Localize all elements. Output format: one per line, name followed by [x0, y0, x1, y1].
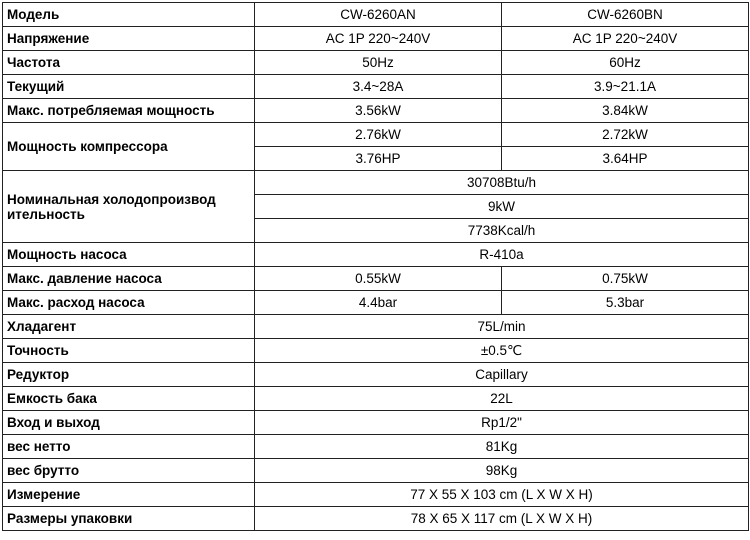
table-row-model	[3, 3, 749, 27]
cell-max-power-a: 3.56kW	[255, 99, 502, 123]
row-label: Мощность компрессора	[3, 123, 255, 171]
table-row-tank-capacity	[3, 387, 749, 411]
cell-dimension: 77 X 55 X 103 cm (L X W X H)	[255, 483, 749, 507]
row-label: Макс. расход насоса	[3, 291, 255, 315]
cell-compressor-b1: 2.72kW	[502, 123, 749, 147]
cell-compressor-a1: 2.76kW	[255, 123, 502, 147]
table-row-compressor-power-1	[3, 123, 749, 147]
table-row-package-dimension	[3, 507, 749, 531]
table-row-dimension	[3, 483, 749, 507]
table-row-pump-power	[3, 243, 749, 267]
cell-tank-capacity: 22L	[255, 387, 749, 411]
row-label: Номинальная холодопроизвод ительность	[3, 171, 255, 243]
cell-inlet-outlet: Rp1/2"	[255, 411, 749, 435]
cell-net-weight: 81Kg	[255, 435, 749, 459]
row-label: вес нетто	[3, 435, 255, 459]
cell-pump-pressure-b: 0.75kW	[502, 267, 749, 291]
cell-frequency-a: 50Hz	[255, 51, 502, 75]
table-row-max-power	[3, 99, 749, 123]
table-row-refrigerant	[3, 315, 749, 339]
cell-current-b: 3.9~21.1A	[502, 75, 749, 99]
table-row-pump-max-pressure	[3, 267, 749, 291]
table-row-pump-max-flow	[3, 291, 749, 315]
table-row-inlet-outlet	[3, 411, 749, 435]
table-row-net-weight	[3, 435, 749, 459]
cell-cooling-kw: 9kW	[255, 195, 749, 219]
row-label: Измерение	[3, 483, 255, 507]
row-label: Хладагент	[3, 315, 255, 339]
cell-cooling-btu: 30708Btu/h	[255, 171, 749, 195]
row-label: Модель	[3, 3, 255, 27]
cell-pump-flow-b: 5.3bar	[502, 291, 749, 315]
cell-pump-pressure-a: 0.55kW	[255, 267, 502, 291]
table-row-cooling-capacity-1	[3, 171, 749, 195]
row-label: Макс. давление насоса	[3, 267, 255, 291]
cell-pump-flow-a: 4.4bar	[255, 291, 502, 315]
spec-table	[2, 2, 749, 531]
row-label: Вход и выход	[3, 411, 255, 435]
cell-current-a: 3.4~28A	[255, 75, 502, 99]
row-label: Редуктор	[3, 363, 255, 387]
row-label: Макс. потребляемая мощность	[3, 99, 255, 123]
cell-voltage-a: AC 1P 220~240V	[255, 27, 502, 51]
row-label: Мощность насоса	[3, 243, 255, 267]
table-row-precision	[3, 339, 749, 363]
row-label: Емкость бака	[3, 387, 255, 411]
row-label: Напряжение	[3, 27, 255, 51]
cell-frequency-b: 60Hz	[502, 51, 749, 75]
cell-pump-power: R-410a	[255, 243, 749, 267]
row-label: Размеры упаковки	[3, 507, 255, 531]
table-row-gross-weight	[3, 459, 749, 483]
cell-voltage-b: AC 1P 220~240V	[502, 27, 749, 51]
cell-compressor-a2: 3.76HP	[255, 147, 502, 171]
cell-gross-weight: 98Kg	[255, 459, 749, 483]
cell-cooling-kcal: 7738Kcal/h	[255, 219, 749, 243]
cell-package-dimension: 78 X 65 X 117 cm (L X W X H)	[255, 507, 749, 531]
cell-refrigerant: 75L/min	[255, 315, 749, 339]
row-label: вес брутто	[3, 459, 255, 483]
cell-precision: ±0.5℃	[255, 339, 749, 363]
cell-compressor-b2: 3.64HP	[502, 147, 749, 171]
table-row-frequency	[3, 51, 749, 75]
row-label: Текущий	[3, 75, 255, 99]
cell-max-power-b: 3.84kW	[502, 99, 749, 123]
table-row-voltage	[3, 27, 749, 51]
cell-model-a: CW-6260AN	[255, 3, 502, 27]
table-row-current	[3, 75, 749, 99]
cell-reducer: Capillary	[255, 363, 749, 387]
cell-model-b: CW-6260BN	[502, 3, 749, 27]
table-row-reducer	[3, 363, 749, 387]
row-label: Частота	[3, 51, 255, 75]
row-label: Точность	[3, 339, 255, 363]
